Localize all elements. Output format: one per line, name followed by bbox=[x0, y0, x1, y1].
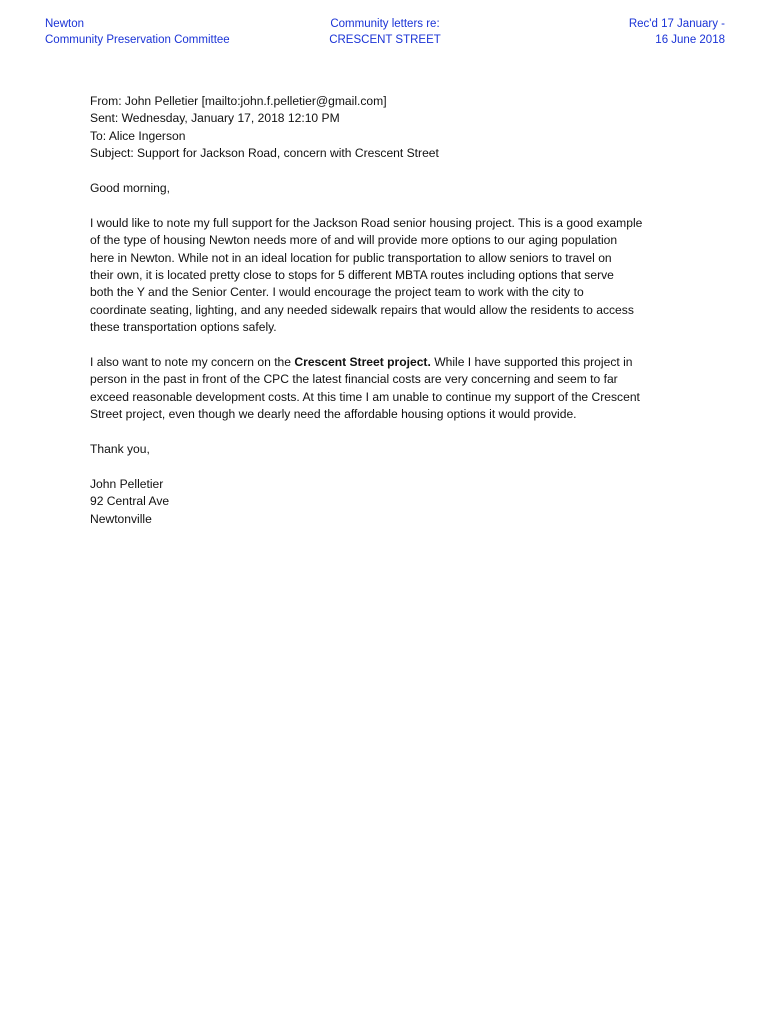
paragraph-line: coordinate seating, lighting, and any needed sidewalk repairs that would allow the residents to access bbox=[90, 302, 634, 317]
spacer bbox=[90, 424, 690, 441]
spacer bbox=[90, 163, 690, 180]
paragraph-line: Street project, even though we dearly need the affordable housing options it would provide. bbox=[90, 407, 577, 422]
header-organization bbox=[45, 16, 230, 48]
header-right-line1: Rec'd 17 January - bbox=[628, 18, 725, 30]
letter-content bbox=[90, 93, 690, 528]
header-received-date bbox=[629, 16, 725, 48]
header-center-line2: CRESCENT STREET bbox=[329, 34, 441, 46]
paragraph-line: person in the past in front of the CPC the latest financial costs are very concerning and seem to far bbox=[90, 372, 618, 387]
paragraph-line: both the Y and the Senior Center. I would encourage the project team to work with the city to bbox=[90, 285, 584, 300]
spacer bbox=[90, 337, 690, 354]
header-left-line2: Community Preservation Committee bbox=[45, 34, 230, 46]
header-center-line1: Community letters re: bbox=[330, 18, 440, 30]
paragraph-line: their own, it is located pretty close to stops for 5 different MBTA routes including options that serve bbox=[90, 268, 614, 283]
email-sent: Sent: Wednesday, January 17, 2018 12:10 PM bbox=[90, 111, 340, 126]
paragraph-line: exceed reasonable development costs. At this time I am unable to continue my support of the Crescent bbox=[90, 389, 640, 404]
signature-block bbox=[90, 476, 690, 528]
paragraph-line bbox=[90, 354, 690, 371]
crescent-street-emphasis: Crescent Street project. bbox=[294, 355, 431, 370]
greeting: Good morning, bbox=[90, 181, 170, 196]
email-subject: Subject: Support for Jackson Road, concern with Crescent Street bbox=[90, 146, 439, 161]
email-to: To: Alice Ingerson bbox=[90, 128, 186, 143]
spacer bbox=[90, 458, 690, 475]
header-right-line2: 16 June 2018 bbox=[655, 34, 725, 46]
email-from: From: John Pelletier [mailto:john.f.pelletier@gmail.com] bbox=[90, 94, 387, 108]
paragraph-line: I would like to note my full support for the Jackson Road senior housing project. This is a good example bbox=[90, 215, 643, 230]
header-left-line1: Newton bbox=[45, 18, 84, 30]
paragraph-line: these transportation options safely. bbox=[90, 320, 277, 335]
email-headers bbox=[90, 93, 690, 163]
closing: Thank you, bbox=[90, 442, 150, 457]
paragraph-crescent-street bbox=[90, 354, 690, 424]
paragraph-line: of the type of housing Newton needs more of and will provide more options to our aging population bbox=[90, 233, 618, 248]
spacer bbox=[90, 197, 690, 214]
signature-address-line2: Newtonville bbox=[90, 511, 152, 526]
paragraph-text: While I have supported this project in bbox=[430, 355, 633, 370]
paragraph-jackson-road bbox=[90, 215, 690, 337]
header-topic bbox=[285, 16, 485, 48]
paragraph-text: I also want to note my concern on the bbox=[90, 355, 295, 370]
signature-name: John Pelletier bbox=[90, 476, 164, 491]
signature-address-line1: 92 Central Ave bbox=[90, 494, 170, 509]
paragraph-line: here in Newton. While not in an ideal location for public transportation to allow seniors to travel on bbox=[90, 250, 612, 265]
